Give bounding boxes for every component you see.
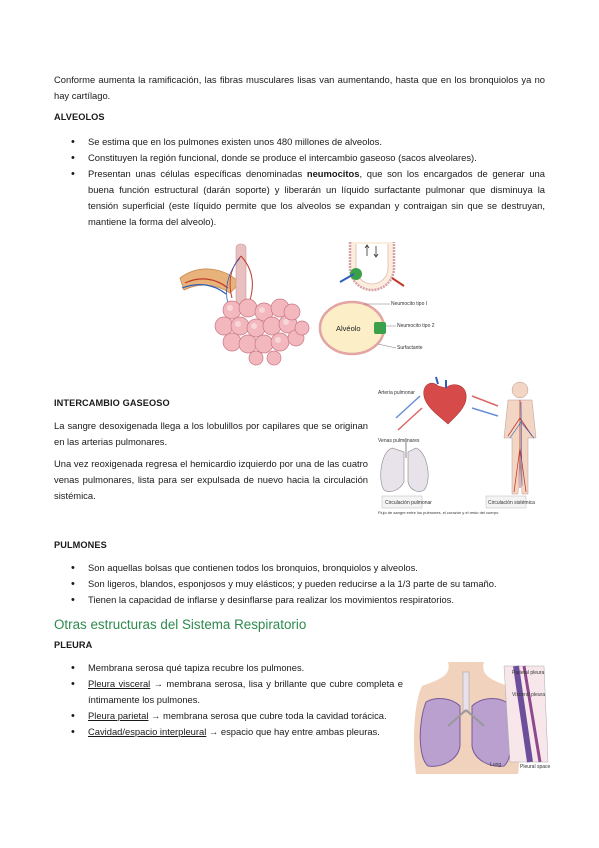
lung-label: Lung	[490, 762, 502, 768]
list-item: • Cavidad/espacio interpleural → espacio que hay entre ambas pleuras.	[54, 724, 403, 740]
list-item: • Presentan unas células específicas denominadas neumocitos, que son los encargados de generar una buena función estructural (darán soporte) y liberarán un líquido surfactante pulmonar que disminuya la tensión superficial (este líquido permite que los alveolos se expandan y contraigan sin que se destruyan, mantiene la forma del alveolo).	[54, 166, 545, 230]
list-item: • Constituyen la región funcional, donde se produce el intercambio gaseoso (sacos alveolares).	[54, 150, 545, 166]
parietal-label: Parietal pleura	[512, 670, 545, 676]
pulmones-heading: PULMONES	[54, 540, 107, 550]
list-item: • Pleura parietal → membrana serosa que cubre toda la cavidad torácica.	[54, 708, 403, 724]
intro-paragraph: Conforme aumenta la ramificación, las fibras musculares lisas van aumentando, hasta que en los bronquiolos ya no hay cartílago.	[54, 74, 545, 101]
pneumocyte-diagram	[318, 298, 435, 360]
circ-pulmonar-label: Circulación pulmonar	[385, 500, 432, 506]
list-item: • Son ligeros, blandos, esponjosos y muy elásticos; y pueden reducirse a la 1/3 parte de su tamaño.	[54, 576, 545, 592]
alveolos-heading: ALVEOLOS	[54, 112, 105, 122]
list-item: • Membrana serosa qué tapiza recubre los pulmones.	[54, 660, 403, 676]
list-item: • Pleura visceral → membrana serosa, lisa y brillante que cubre completa e íntimamente los pulmones.	[54, 676, 403, 708]
section-title: Otras estructuras del Sistema Respiratorio	[54, 617, 307, 632]
figure-caption: Flujo de sangre entre los pulmones, el corazón y el resto del cuerpo	[378, 510, 499, 515]
alveolos-list	[54, 134, 545, 230]
list-item: • Se estima que en los pulmones existen unos 480 millones de alveolos.	[54, 134, 545, 150]
alveolo-label: Alvéolo	[336, 324, 361, 333]
circ-sistemica-label: Circulación sistémica	[488, 500, 535, 506]
list-item: • Tienen la capacidad de inflarse y desinflarse para realizar los movimientos respiratorios.	[54, 592, 545, 608]
neumocitos-term: neumocitos	[306, 168, 360, 179]
arteria-label: Arteria pulmonar	[378, 390, 415, 396]
pleura-list	[54, 660, 403, 740]
tipo2-label: Neumocito tipo 2	[397, 323, 435, 329]
intercambio-paragraph-2: Una vez reoxigenada regresa el hemicardio izquierdo por una de las cuatro venas pulmonares, lista para ser expulsada de nuevo hacia la circulación sistémica.	[54, 458, 368, 501]
intercambio-paragraph-1: La sangre desoxigenada llega a los lobulillos por capilares que se originan en las arterias pulmonares.	[54, 420, 368, 447]
list-item: • Son aquellas bolsas que contienen todos los bronquios, bronquiolos y alveolos.	[54, 560, 545, 576]
vena-label: Venas pulmonares	[378, 438, 420, 444]
circulation-illustration	[376, 378, 546, 516]
pleura-heading: PLEURA	[54, 640, 93, 650]
surfactante-label: Surfactante	[397, 345, 423, 351]
intercambio-heading: INTERCAMBIO GASEOSO	[54, 398, 170, 408]
pleural-space-label: Pleural space	[520, 764, 551, 770]
alveolus-detail-illustration	[336, 238, 408, 292]
visceral-label: Visceral pleura	[512, 692, 545, 698]
pulmones-list	[54, 560, 545, 608]
pleura-illustration	[408, 662, 558, 774]
alveoli-cluster-illustration	[170, 238, 320, 366]
tipo1-label: Neumocito tipo I	[391, 301, 428, 307]
